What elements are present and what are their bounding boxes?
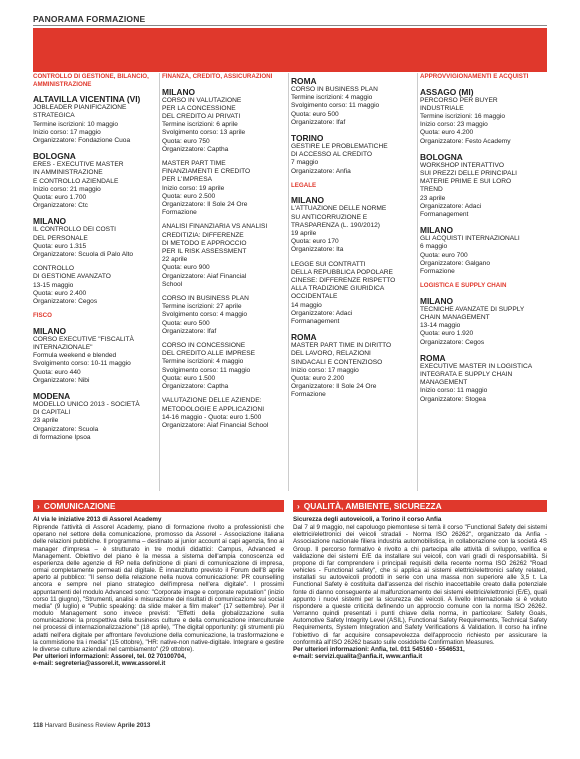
- city-heading: TORINO: [291, 133, 324, 144]
- red-band: [33, 28, 547, 72]
- course-listing: CONTROLLO DI GESTIONE AVANZATO 13-15 maggio Quota: euro 2.400 Organizzatore: Cegos: [33, 265, 111, 306]
- course-listing: CORSO EXECUTIVE "FISCALITÀ INTERNAZIONALE" Formula weekend e blended Svolgimento corso: 10-11 maggio Quota: euro 440 Organizzatore: Nibi: [33, 335, 134, 384]
- section-heading: COMUNICAZIONE: [43, 501, 116, 511]
- header-rule: [33, 25, 547, 26]
- course-listing: MASTER PART TIME FINANZIAMENTI E CREDITO PER L'IMPRESA Inizio corso: 19 aprile Quota: euro 2.500 Organizzatore: Il Sole 24 Ore Formazione: [162, 160, 251, 217]
- category-heading: FINANZA, CREDITO, ASSICURAZIONI: [162, 73, 273, 80]
- city-heading: ASSAGO (MI): [420, 86, 474, 97]
- course-listing: EXECUTIVE MASTER IN LOGISTICA INTEGRATA E SUPPLY CHAIN MANAGEMENT Inizio corso: 11 maggio Organizzatore: Stogea: [420, 362, 533, 403]
- article-contact: Per ulteriori informazioni: Assorel, tel. 02 70100704, e-mail: segreteria@assorel.it, www.assorel.it: [33, 652, 186, 668]
- article-comunicazione: [33, 516, 284, 667]
- course-listing: L'ATTUAZIONE DELLE NORME SU ANTICORRUZIONE E TRASPARENZA (L. 190/2012) 19 aprile Quota: euro 170 Organizzatore: Ita: [291, 205, 387, 254]
- course-listing: CORSO IN VALUTAZIONE PER LA CONCESSIONE DEL CREDITO AI PRIVATI Termine iscrizioni: 6 aprile Svolgimento corso: 13 aprile Quota: euro 750 Organizzatore: Captha: [162, 96, 246, 153]
- city-heading: ALTAVILLA VICENTINA (VI): [33, 94, 141, 105]
- section-bar-comunicazione: [33, 500, 284, 512]
- city-heading: MILANO: [33, 216, 67, 227]
- column-1: [33, 73, 161, 448]
- course-listing: LEGGE SUI CONTRATTI DELLA REPUBBLICA POPOLARE CINESE: DIFFERENZE RISPETTO ALLA TRADIZIONE GIURIDICA OCCIDENTALE 14 maggio Organizzatore: Adaci Formanagement: [291, 260, 396, 326]
- category-heading: CONTROLLO DI GESTIONE, BILANCIO, AMMINISTRAZIONE: [33, 73, 149, 88]
- course-listing: WORKSHOP INTERATTIVO SUI PREZZI DELLE PRINCIPALI MATERIE PRIME E SUI LORO TREND 23 aprile Organizzatore: Adaci Formanagement: [420, 161, 517, 219]
- article-title: Al via le iniziative 2013 di Assorel Academy: [33, 516, 162, 523]
- section-heading: QUALITÀ, AMBIENTE, SICUREZZA: [303, 501, 442, 511]
- course-listing: JOBLEADER PIANIFICAZIONE STRATEGICA Termine iscrizioni: 10 maggio Inizio corso: 17 maggio Organizzatore: Fondazione Cuoa: [33, 104, 131, 144]
- course-listing: ANALISI FINANZIARIA VS ANALISI CREDITIZIA: DIFFERENZE DI METODO E APPROCCIO PER IL RISK ASSESSMENT 22 aprile Quota: euro 900 Organizzatore: Aiaf Financial School: [162, 223, 268, 288]
- course-listing: TECNICHE AVANZATE DI SUPPLY CHAIN MANAGEMENT 13-14 maggio Quota: euro 1.920 Organizzatore: Cegos: [420, 305, 525, 346]
- column-4: [420, 73, 548, 410]
- course-listing: MODELLO UNICO 2013 - SOCIETÀ DI CAPITALI 23 aprile Organizzatore: Scuola di formazione Ipsoa: [33, 401, 140, 441]
- chevron-right-icon: ›: [297, 501, 300, 511]
- column-divider: [159, 73, 160, 491]
- course-listing: VALUTAZIONE DELLE AZIENDE: METODOLOGIE E APPLICAZIONI 14-16 maggio - Quota: euro 1.500 Organizzatore: Aiaf Financial School: [162, 397, 269, 429]
- category-heading: FISCO: [33, 312, 52, 320]
- article-contact: Per ulteriori informazioni: Anfia, tel. 011 545160 - 5546531, e-mail: servizi.qualita@anfia.it, www.anfia.it: [293, 645, 465, 660]
- column-3: [291, 73, 419, 406]
- city-heading: BOLOGNA: [33, 151, 76, 162]
- city-heading: MILANO: [33, 325, 67, 336]
- course-listing: ERES - EXECUTIVE MASTER IN AMMINISTRAZIONE E CONTROLLO AZIENDALE Inizio corso: 21 maggio Quota: euro 1.700 Organizzatore: Ctc: [33, 161, 124, 210]
- city-heading: ROMA: [420, 352, 446, 363]
- city-heading: MILANO: [291, 195, 325, 206]
- course-listing: CORSO IN BUSINESS PLAN Termine iscrizioni: 4 maggio Svolgimento corso: 11 maggio Quota: euro 500 Organizzatore: Ifaf: [291, 86, 380, 126]
- category-heading: LEGALE: [291, 181, 317, 189]
- chevron-right-icon: ›: [37, 501, 40, 511]
- course-listing: CORSO IN BUSINESS PLAN Termine iscrizioni: 27 aprile Svolgimento corso: 4 maggio Quota: euro 500 Organizzatore: Ifaf: [162, 295, 249, 335]
- article-qualita: [293, 516, 547, 660]
- course-listing: PERCORSO PER BUYER INDUSTRIALE Termine iscrizioni: 16 maggio Inizio corso: 23 maggio Quota: euro 4.200 Organizzatore: Festo Academy: [420, 96, 511, 145]
- course-listing: GESTIRE LE PROBLEMATICHE DI ACCESSO AL CREDITO 7 maggio Organizzatore: Anfia: [291, 143, 388, 175]
- article-body: Riprende l'attività di Assorel Academy, piano di formazione rivolto a professionisti che operano nel settore della comunicazione, promosso da Assorel - Associazione italiana delle relazioni pubbliche. Il programma – destinato ai junior account ai capi agenzia, fino ai manager d'impresa – è strutturato in tre moduli didattici: Campus, Advanced e Management. Obiettivo del piano è la messa a sistema dell'ampia conoscenza ed esperienza delle agenzie di RP nella definizione di piani di comunicazione di impresa, ormai completamente permeati dal digitale. È innanzitutto previsto il Forum dell'8 aprile aperto al pubblico: "Il senso della relazione nella nuova comunicazione: PR counselling ancora e sempre nel piano strategico dell'impresa nell'era digitale". I prossimi appuntamenti del modulo Advanced sono: "Corporate image e corporate reputation" (inizio corso 11 giugno), "Strumenti, analisi e misurazione dei risultati di comunicazione sui social media" (9 luglio) e "Public speaking: da slide maker a film maker" (17 settembre). Per il modulo Management sono invece previsti: "Effetti della globalizzazione sulla comunicazione: la prospettiva della business culture e della comunicazione interculturale nei processi di internazionalizzazione" (18 aprile), "The digital opportunity: gli strumenti più adatti nell'era digitale per affrontare l'evoluzione della comunicazione, la trasformazione e la commistione tra i media" (15 ottobre), "HR: native-non native-digitale. Integrare e gestire le diverse culture aziendali nel cambiamento" (29 ottobre).: [33, 524, 284, 653]
- category-heading: LOGISTICA E SUPPLY CHAIN: [420, 282, 507, 290]
- city-heading: ROMA: [291, 332, 317, 343]
- city-heading: MILANO: [420, 295, 454, 306]
- section-bar-qualita: [293, 500, 547, 512]
- city-heading: ROMA: [291, 76, 317, 86]
- article-title: Sicurezza degli autoveicoli, a Torino il corso Anfia: [293, 516, 442, 523]
- page-number: 118: [33, 722, 43, 729]
- column-2: [162, 73, 290, 436]
- city-heading: MODENA: [33, 391, 71, 402]
- city-heading: MILANO: [162, 86, 196, 97]
- course-listing: CORSO IN CONCESSIONE DEL CREDITO ALLE IMPRESE Termine iscrizioni: 4 maggio Svolgimento corso: 11 maggio Quota: euro 1.500 Organizzatore: Captha: [162, 342, 256, 391]
- course-listing: GLI ACQUISTI INTERNAZIONALI 6 maggio Quota: euro 700 Organizzatore: Galgano Formazione: [420, 235, 520, 276]
- category-heading: APPROVVIGIONAMENTI E ACQUISTI: [420, 73, 529, 80]
- course-listing: IL CONTROLLO DEI COSTI DEL PERSONALE Quota: euro 1.315 Organizzatore: Scuola di Palo Alto: [33, 226, 134, 259]
- section-header: PANORAMA FORMAZIONE: [33, 14, 146, 24]
- issue-date: Aprile 2013: [117, 722, 151, 729]
- magazine-name: Harvard Business Review: [44, 722, 116, 729]
- page-footer: [33, 722, 150, 729]
- course-listing: MASTER PART TIME IN DIRITTO DEL LAVORO, RELAZIONI SINDACALI E CONTENZIOSO Inizio corso: 17 maggio Quota: euro 2.200 Organizzatore: Il Sole 24 Ore Formazione: [291, 342, 392, 399]
- column-divider: [417, 73, 418, 491]
- column-divider: [288, 73, 289, 491]
- article-body: Dal 7 al 9 maggio, nel capoluogo piemontese si terrà il corso "Functional Safety dei sistemi elettrici/elettronici dei veicoli stradali - Norma ISO 26262", organizzato da Anfia - Associazione nazionale filiera industria automobilistica, in collaborazione con la società 4S Group. Il percorso formativo è rivolto a chi partecipa alle attività di sviluppo, verifica e validazione dei sistemi E/E da installare sui veicoli, con vari gradi di responsabilità. Si propone di far comprendere i principali requisiti della recente norma ISO 26262 "Road vehicles - Functional safety", che si applica ai sistemi elettrici/elettronici safety related, installati su autoveicoli prodotti in serie con una massa non superiore alle 3,5 t. La Functional Safety è costituita dall'assenza del rischio inaccettabile creato dalla potenziale fonte di danno conseguente al malfunzionamento dei sistemi elettrici/elettronici (E/E), quali appunto i nuovi sistemi per la sicurezza dei veicoli. A livello internazionale si è voluto rispondere a queste criticità definendo un approccio comune con la norma ISO 26262. Verranno quindi presentati i punti chiave della norma, in particolare: Safety Goals, Automotive Safety Integrity Level (ASIL), Functional Safety Requirements, Technical Safety Requirements, System Integration and Safety Verifications & Validation. Il corso ha infine l'obiettivo di far acquisire consapevolezza dell'approccio richiesto per assicurare la conformità all'ISO 26262 basato sulle cosiddette Confirmation Measures.: [293, 524, 547, 646]
- city-heading: MILANO: [420, 225, 454, 236]
- city-heading: BOLOGNA: [420, 151, 463, 162]
